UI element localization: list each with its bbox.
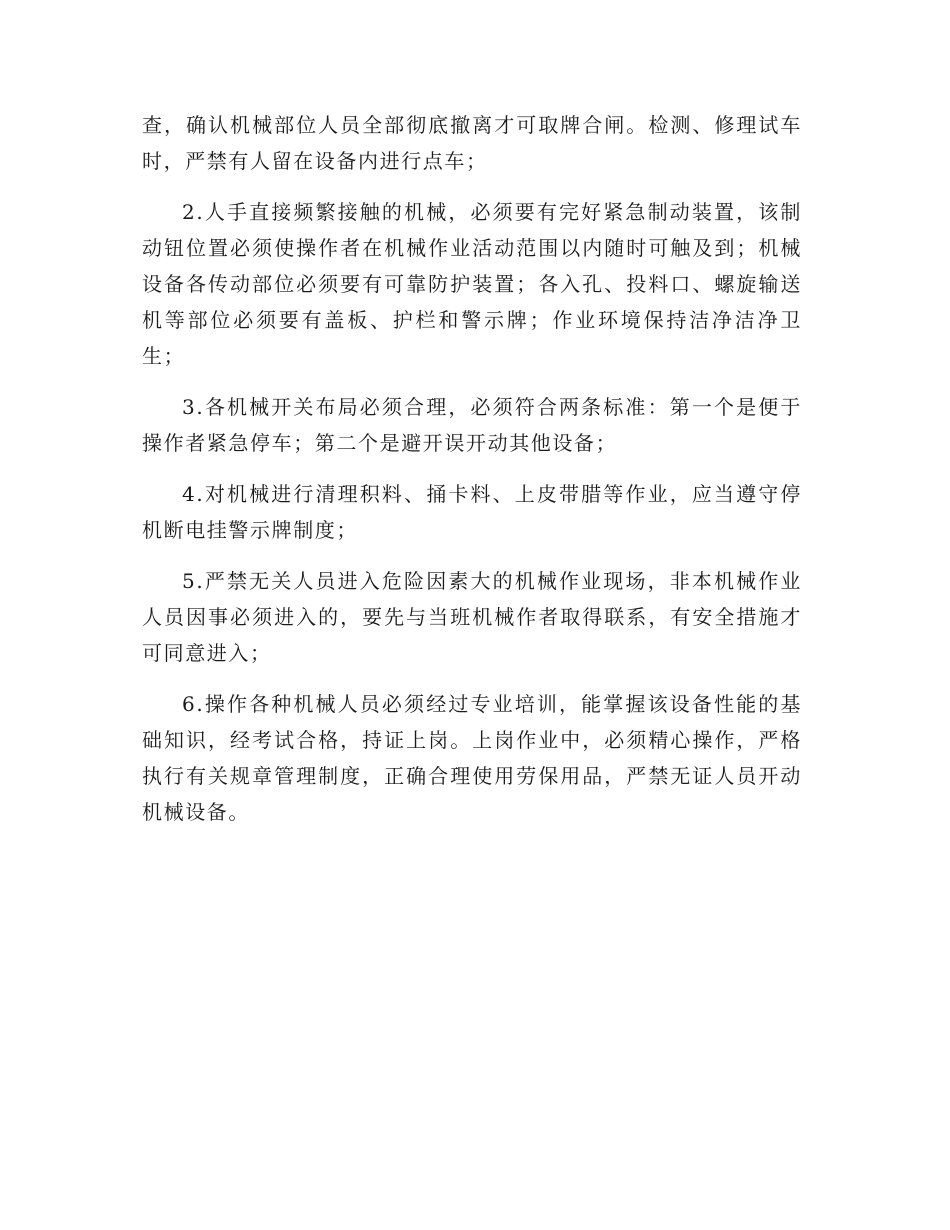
paragraph-item-4: 4.对机械进行清理积料、捅卡料、上皮带腊等作业，应当遵守停机断电挂警示牌制度；	[142, 482, 802, 542]
paragraph-item-6: 6.操作各种机械人员必须经过专业培训，能掌握该设备性能的基础知识，经考试合格，持证上岗。上岗作业中，必须精心操作，严格执行有关规章管理制度，正确合理使用劳保用品，严禁无证人员开动机械设备。	[142, 692, 802, 824]
paragraph-item-3: 3.各机械开关布局必须合理，必须符合两条标准：第一个是便于操作者紧急停车；第二个是避开误开动其他设备；	[142, 395, 802, 455]
paragraph-item-5: 5.严禁无关人员进入危险因素大的机械作业现场，非本机械作业人员因事必须进入的，要先与当班机械作者取得联系，有安全措施才可同意进入；	[142, 569, 802, 665]
paragraph-item-2: 2.人手直接频繁接触的机械，必须要有完好紧急制动装置，该制动钮位置必须使操作者在机械作业活动范围以内随时可触及到；机械设备各传动部位必须要有可靠防护装置；各入孔、投料口、螺旋输送机等部位必须要有盖板、护栏和警示牌；作业环境保持洁净洁净卫生；	[142, 200, 802, 368]
paragraph-continuation: 查，确认机械部位人员全部彻底撤离才可取牌合闸。检测、修理试车时，严禁有人留在设备内进行点车；	[142, 113, 802, 173]
document-body	[142, 107, 802, 845]
